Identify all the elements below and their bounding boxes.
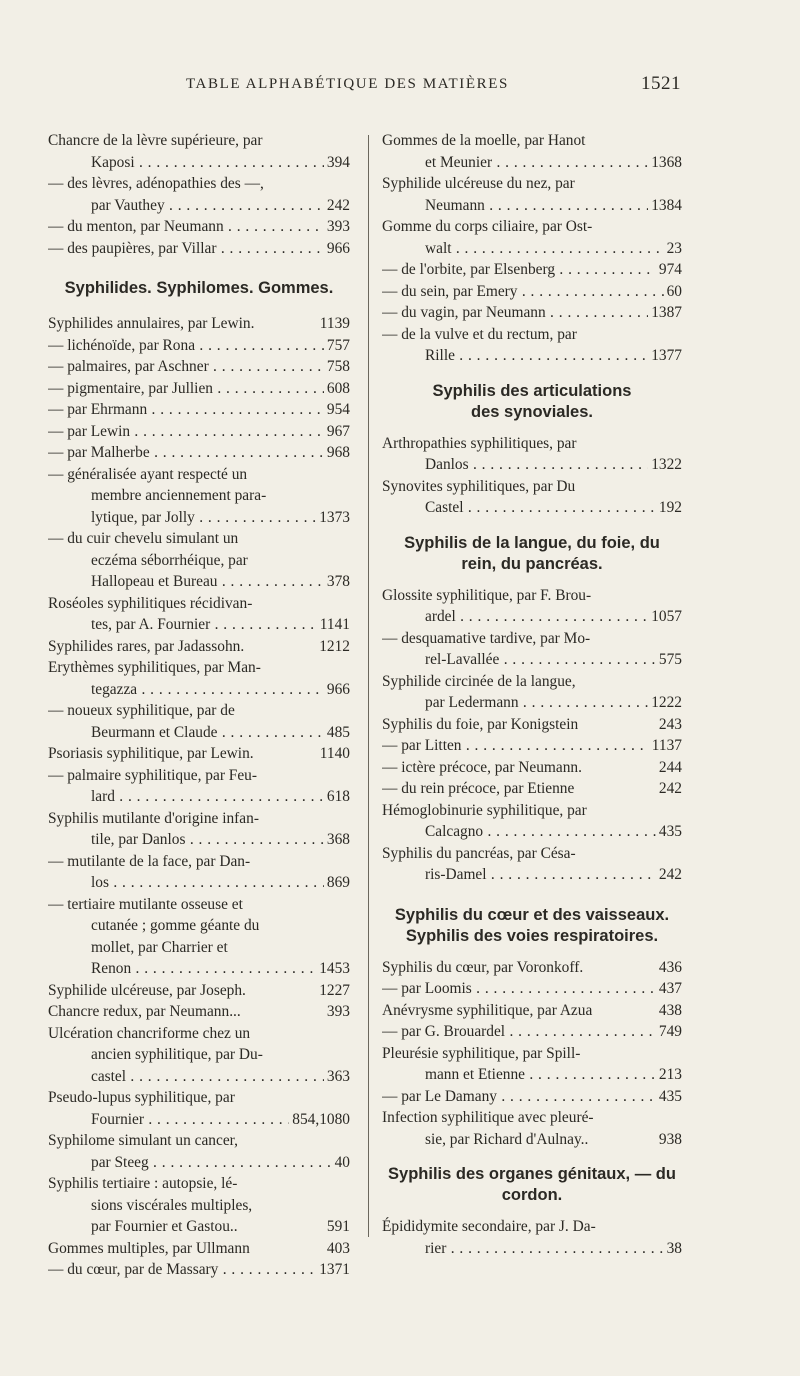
index-subentry bbox=[48, 1259, 350, 1281]
entry-text: Pseudo-lupus syphilitique, par bbox=[48, 1089, 235, 1106]
entry-page-number: 244 bbox=[656, 757, 682, 779]
index-entry bbox=[382, 1107, 682, 1129]
section-heading-line: Syphilis des voies respiratoires. bbox=[405, 926, 659, 945]
index-entry-continuation bbox=[382, 864, 682, 886]
entry-text: Beurmann et Claude . . . bbox=[91, 722, 350, 744]
index-entry bbox=[48, 657, 350, 679]
entry-text: — des paupières, par Villar . . . bbox=[48, 238, 350, 260]
index-entry bbox=[48, 743, 350, 765]
index-entry-continuation bbox=[48, 195, 350, 217]
entry-text: — tertiaire mutilante osseuse et bbox=[48, 895, 243, 913]
index-subentry bbox=[48, 851, 350, 873]
index-entry bbox=[48, 313, 350, 335]
index-entry-continuation bbox=[48, 1044, 350, 1066]
section-heading bbox=[382, 1164, 682, 1206]
entry-page-number: 938 bbox=[656, 1129, 682, 1151]
entry-text: — par Malherbe . . . bbox=[48, 442, 350, 464]
index-entry-continuation bbox=[48, 915, 350, 937]
entry-text: Syphilides annulaires, par Lewin. bbox=[48, 315, 255, 332]
index-subentry bbox=[48, 216, 350, 238]
index-subentry bbox=[48, 238, 350, 260]
entry-text: castel . . . bbox=[91, 1066, 350, 1088]
entry-page-number: 1371 bbox=[316, 1259, 350, 1281]
entry-page-number: 575 bbox=[656, 649, 682, 671]
entry-text: Danlos . . . bbox=[425, 454, 682, 476]
index-entry bbox=[382, 843, 682, 865]
index-entry bbox=[382, 1216, 682, 1238]
index-entry bbox=[382, 714, 682, 736]
index-entry bbox=[48, 1238, 350, 1260]
entry-page-number: 1212 bbox=[316, 636, 350, 658]
entry-text: Gommes de la moelle, par Hanot bbox=[382, 132, 586, 149]
entry-page-number: 1222 bbox=[648, 692, 682, 714]
index-entry-continuation bbox=[48, 507, 350, 529]
entry-text: Chancre redux, par Neumann... bbox=[48, 1003, 241, 1020]
entry-page-number: 242 bbox=[656, 778, 682, 800]
entry-text: lytique, par Jolly . . . bbox=[91, 507, 350, 529]
entry-text: membre anciennement para- bbox=[91, 487, 267, 504]
spacer bbox=[382, 519, 682, 533]
index-entry bbox=[382, 476, 682, 498]
page-number: 1521 bbox=[641, 73, 681, 94]
entry-text: Gomme du corps ciliaire, par Ost- bbox=[382, 218, 593, 235]
index-entry-continuation bbox=[48, 1152, 350, 1174]
index-subentry bbox=[382, 302, 682, 324]
index-entry-continuation bbox=[382, 821, 682, 843]
entry-text: — ictère précoce, par Neumann. bbox=[382, 758, 582, 776]
entry-text: Ulcération chancriforme chez un bbox=[48, 1024, 251, 1042]
index-entry bbox=[48, 808, 350, 830]
entry-page-number: 437 bbox=[656, 978, 682, 1000]
entry-page-number: 1057 bbox=[648, 606, 682, 628]
index-entry-continuation bbox=[48, 958, 350, 980]
entry-page-number: 393 bbox=[324, 216, 350, 238]
section-heading bbox=[382, 905, 682, 947]
index-subentry bbox=[48, 173, 350, 195]
entry-page-number: 1322 bbox=[648, 454, 682, 476]
entry-text: — lichénoïde, par Rona . . . bbox=[48, 335, 350, 357]
index-entry-continuation bbox=[382, 238, 682, 260]
entry-text: Chancre de la lèvre supérieure, par bbox=[48, 132, 263, 149]
entry-text: Syphilis du foie, par Konigstein bbox=[382, 715, 579, 733]
entry-text: Anévrysme syphilitique, par Azua bbox=[382, 1001, 593, 1019]
section-heading-line: cordon. bbox=[501, 1186, 563, 1204]
entry-page-number: 485 bbox=[324, 722, 350, 744]
entry-text: — noueux syphilitique, par de bbox=[48, 702, 235, 719]
entry-text: Renon . . . bbox=[91, 958, 350, 980]
left-column bbox=[48, 130, 350, 1281]
entry-text: Synovites syphilitiques, par Du bbox=[382, 477, 576, 495]
section-heading-line: rein, du pancréas. bbox=[461, 554, 603, 573]
entry-text: Gommes multiples, par Ullmann bbox=[48, 1239, 250, 1257]
index-entry-continuation bbox=[382, 497, 682, 519]
index-entry-continuation bbox=[48, 1066, 350, 1088]
entry-text: — du cœur, par de Massary . . . bbox=[48, 1259, 350, 1281]
index-entry bbox=[382, 1000, 682, 1022]
column-divider bbox=[368, 135, 369, 1237]
index-entry-continuation bbox=[382, 195, 682, 217]
entry-text: Infection syphilitique avec pleuré- bbox=[382, 1109, 594, 1126]
index-entry-continuation bbox=[382, 345, 682, 367]
index-subentry bbox=[48, 399, 350, 421]
index-entry-continuation bbox=[48, 571, 350, 593]
entry-text: Pleurésie syphilitique, par Spill- bbox=[382, 1044, 581, 1062]
index-entry-continuation bbox=[48, 937, 350, 959]
index-entry-continuation bbox=[48, 550, 350, 572]
index-subentry bbox=[48, 700, 350, 722]
entry-text: — de l'orbite, par Elsenberg . . . bbox=[382, 259, 682, 281]
spacer bbox=[382, 367, 682, 381]
entry-text: sie, par Richard d'Aulnay.. bbox=[425, 1130, 589, 1148]
entry-text: — mutilante de la face, par Dan- bbox=[48, 852, 251, 870]
entry-text: — du cuir chevelu simulant un bbox=[48, 530, 239, 547]
entry-text: los . . . bbox=[91, 872, 350, 894]
section-heading bbox=[382, 381, 682, 423]
index-entry-continuation bbox=[382, 1064, 682, 1086]
spacer bbox=[382, 423, 682, 433]
index-entry-continuation bbox=[382, 454, 682, 476]
index-entry-continuation bbox=[48, 1195, 350, 1217]
entry-text: — par Lewin . . . bbox=[48, 421, 350, 443]
index-subentry bbox=[48, 464, 350, 486]
index-entry-continuation bbox=[382, 1129, 682, 1151]
entry-text: — desquamative tardive, par Mo- bbox=[382, 629, 591, 647]
entry-page-number: 968 bbox=[324, 442, 350, 464]
index-subentry bbox=[382, 628, 682, 650]
entry-page-number: 1140 bbox=[317, 743, 350, 765]
entry-page-number: 213 bbox=[656, 1064, 682, 1086]
index-entry bbox=[382, 1043, 682, 1065]
index-entry-continuation bbox=[382, 606, 682, 628]
entry-text: Syphilis du pancréas, par Césa- bbox=[382, 844, 576, 862]
entry-page-number: 1141 bbox=[317, 614, 350, 636]
entry-text: ardel . . . bbox=[425, 606, 682, 628]
entry-page-number: 1137 bbox=[649, 735, 682, 757]
entry-page-number: 974 bbox=[656, 259, 682, 281]
index-subentry bbox=[48, 528, 350, 550]
entry-text: Syphilis mutilante d'origine infan- bbox=[48, 809, 259, 827]
entry-page-number: 758 bbox=[324, 356, 350, 378]
entry-text: Syphilide ulcéreuse du nez, par bbox=[382, 175, 575, 192]
entry-text: par Steeg . . . bbox=[91, 1152, 350, 1174]
index-subentry bbox=[382, 778, 682, 800]
entry-page-number: 394 bbox=[324, 152, 350, 174]
entry-page-number: 967 bbox=[324, 421, 350, 443]
entry-text: par Ledermann . . . bbox=[425, 692, 682, 714]
entry-text: — par Loomis . . . bbox=[382, 978, 682, 1000]
spacer bbox=[382, 1150, 682, 1164]
index-subentry bbox=[382, 1086, 682, 1108]
running-head-title: TABLE ALPHABÉTIQUE DES MATIÈRES bbox=[186, 76, 509, 92]
index-entry bbox=[48, 130, 350, 152]
entry-text: — du menton, par Neumann . . . bbox=[48, 216, 350, 238]
section-heading-line: Syphilis des organes génitaux, — du bbox=[388, 1165, 676, 1183]
entry-text: Syphilome simulant un cancer, bbox=[48, 1132, 239, 1149]
entry-text: Syphilis tertiaire : autopsie, lé- bbox=[48, 1175, 238, 1192]
entry-text: Neumann . . . bbox=[425, 195, 682, 217]
entry-page-number: 966 bbox=[324, 238, 350, 260]
entry-text: — généralisée ayant respecté un bbox=[48, 465, 248, 483]
entry-page-number: 1139 bbox=[317, 313, 350, 335]
index-entry-continuation bbox=[48, 829, 350, 851]
entry-text: Syphilide circinée de la langue, bbox=[382, 672, 576, 690]
index-entry-continuation bbox=[48, 722, 350, 744]
index-subentry bbox=[48, 356, 350, 378]
entry-text: tegazza . . . bbox=[91, 679, 350, 701]
entry-text: — de la vulve et du rectum, par bbox=[382, 325, 577, 343]
index-entry bbox=[48, 1087, 350, 1109]
entry-page-number: 368 bbox=[324, 829, 350, 851]
entry-page-number: 242 bbox=[656, 864, 682, 886]
entry-text: rier . . . bbox=[425, 1238, 682, 1260]
entry-page-number: 1227 bbox=[316, 980, 350, 1002]
entry-page-number: 60 bbox=[664, 281, 682, 303]
entry-text: Syphilide ulcéreuse, par Joseph. bbox=[48, 981, 246, 999]
entry-page-number: 608 bbox=[324, 378, 350, 400]
index-subentry bbox=[382, 259, 682, 281]
entry-text: rel-Lavallée . . . bbox=[425, 649, 682, 671]
index-entry bbox=[48, 1173, 350, 1195]
index-subentry bbox=[48, 335, 350, 357]
index-entry-continuation bbox=[48, 1109, 350, 1131]
entry-text: sions viscérales multiples, bbox=[91, 1196, 253, 1214]
running-head bbox=[0, 73, 800, 100]
entry-text: — par Ehrmann . . . bbox=[48, 399, 350, 421]
spacer bbox=[382, 947, 682, 957]
entry-text: — par Le Damany . . . bbox=[382, 1086, 682, 1108]
entry-text: tes, par A. Fournier . . . bbox=[91, 614, 350, 636]
entry-text: — par G. Brouardel . . . bbox=[382, 1021, 682, 1043]
entry-page-number: 854,1080 bbox=[289, 1109, 350, 1131]
entry-page-number: 192 bbox=[656, 497, 682, 519]
index-entry bbox=[48, 1023, 350, 1045]
entry-text: Calcagno . . . bbox=[425, 821, 682, 843]
spacer bbox=[382, 575, 682, 585]
index-entry bbox=[48, 980, 350, 1002]
index-entry bbox=[382, 800, 682, 822]
entry-page-number: 954 bbox=[324, 399, 350, 421]
index-subentry bbox=[382, 1021, 682, 1043]
right-column bbox=[382, 130, 682, 1259]
entry-text: Syphilides rares, par Jadassohn. bbox=[48, 637, 245, 655]
index-entry bbox=[48, 636, 350, 658]
entry-page-number: 242 bbox=[324, 195, 350, 217]
index-subentry bbox=[382, 978, 682, 1000]
index-entry bbox=[48, 1001, 350, 1023]
index-entry-continuation bbox=[48, 679, 350, 701]
index-entry bbox=[48, 593, 350, 615]
entry-text: lard . . . bbox=[91, 786, 350, 808]
entry-text: Psoriasis syphilitique, par Lewin. bbox=[48, 745, 254, 762]
entry-text: — du vagin, par Neumann . . . bbox=[382, 302, 682, 324]
entry-text: Fournier . . . bbox=[91, 1109, 350, 1131]
spacer bbox=[382, 1206, 682, 1216]
entry-text: Kaposi . . . bbox=[91, 152, 350, 174]
entry-page-number: 749 bbox=[656, 1021, 682, 1043]
entry-text: — du rein précoce, par Etienne bbox=[382, 780, 575, 797]
index-subentry bbox=[48, 894, 350, 916]
spacer bbox=[382, 886, 682, 905]
index-subentry bbox=[48, 421, 350, 443]
index-subentry bbox=[382, 757, 682, 779]
entry-text: ancien syphilitique, par Du- bbox=[91, 1046, 263, 1063]
entry-text: Erythèmes syphilitiques, par Man- bbox=[48, 659, 261, 676]
section-heading-line: Syphilis de la langue, du foie, du bbox=[404, 533, 660, 552]
index-entry bbox=[382, 216, 682, 238]
entry-text: Glossite syphilitique, par F. Brou- bbox=[382, 586, 592, 604]
index-entry-continuation bbox=[48, 485, 350, 507]
entry-text: walt . . . bbox=[425, 238, 682, 260]
entry-text: Épididymite secondaire, par J. Da- bbox=[382, 1218, 596, 1235]
entry-text: Rille . . . bbox=[425, 345, 682, 367]
entry-text: — palmaire syphilitique, par Feu- bbox=[48, 766, 258, 784]
entry-text: — des lèvres, adénopathies des —, bbox=[48, 175, 264, 192]
index-entry bbox=[382, 671, 682, 693]
entry-page-number: 1387 bbox=[648, 302, 682, 324]
index-entry bbox=[382, 433, 682, 455]
index-subentry bbox=[48, 442, 350, 464]
index-subentry bbox=[382, 735, 682, 757]
index-entry-continuation bbox=[382, 1238, 682, 1260]
entry-text: mann et Etienne . . . bbox=[425, 1064, 682, 1086]
entry-text: Hémoglobinurie syphilitique, par bbox=[382, 801, 587, 819]
entry-text: cutanée ; gomme géante du bbox=[91, 917, 260, 934]
entry-page-number: 435 bbox=[656, 1086, 682, 1108]
index-entry-continuation bbox=[382, 692, 682, 714]
entry-page-number: 436 bbox=[656, 957, 682, 979]
entry-page-number: 591 bbox=[324, 1216, 350, 1238]
entry-text: eczéma séborrhéique, par bbox=[91, 551, 248, 569]
entry-text: — palmaires, par Aschner . . . bbox=[48, 356, 350, 378]
entry-page-number: 363 bbox=[324, 1066, 350, 1088]
entry-page-number: 403 bbox=[324, 1238, 350, 1260]
section-heading-line: Syphilis des articulations bbox=[432, 381, 632, 400]
entry-page-number: 966 bbox=[324, 679, 350, 701]
section-heading-line: Syphilis du cœur et des vaisseaux. bbox=[394, 905, 670, 924]
entry-text: par Vauthey . . . bbox=[91, 195, 350, 217]
section-heading bbox=[382, 533, 682, 575]
spacer bbox=[48, 299, 350, 313]
entry-text: par Fournier et Gastou.. bbox=[91, 1218, 238, 1235]
entry-page-number: 1453 bbox=[316, 958, 350, 980]
index-subentry bbox=[382, 281, 682, 303]
entry-text: et Meunier . . . bbox=[425, 152, 682, 174]
entry-text: Roséoles syphilitiques récidivan- bbox=[48, 594, 253, 612]
entry-text: Castel . . . bbox=[425, 497, 682, 519]
entry-page-number: 23 bbox=[664, 238, 682, 260]
entry-page-number: 1373 bbox=[316, 507, 350, 529]
index-entry bbox=[382, 173, 682, 195]
entry-page-number: 38 bbox=[664, 1238, 682, 1260]
index-entry bbox=[48, 1130, 350, 1152]
entry-text: Syphilis du cœur, par Voronkoff. bbox=[382, 958, 584, 976]
section-heading-line: Syphilides. Syphilomes. Gommes. bbox=[64, 279, 334, 297]
entry-page-number: 393 bbox=[324, 1001, 350, 1023]
index-entry-continuation bbox=[48, 152, 350, 174]
entry-page-number: 869 bbox=[324, 872, 350, 894]
index-subentry bbox=[382, 324, 682, 346]
entry-page-number: 1368 bbox=[648, 152, 682, 174]
index-entry-continuation bbox=[48, 872, 350, 894]
entry-page-number: 618 bbox=[324, 786, 350, 808]
entry-page-number: 1384 bbox=[648, 195, 682, 217]
index-entry-continuation bbox=[48, 1216, 350, 1238]
entry-text: ris-Damel . . . bbox=[425, 864, 682, 886]
index-entry-continuation bbox=[382, 649, 682, 671]
entry-page-number: 757 bbox=[324, 335, 350, 357]
index-entry bbox=[382, 957, 682, 979]
entry-page-number: 435 bbox=[656, 821, 682, 843]
entry-page-number: 243 bbox=[656, 714, 682, 736]
entry-page-number: 438 bbox=[656, 1000, 682, 1022]
index-entry-continuation bbox=[48, 614, 350, 636]
index-subentry bbox=[48, 765, 350, 787]
entry-text: — du sein, par Emery . . . bbox=[382, 281, 682, 303]
index-entry-continuation bbox=[382, 152, 682, 174]
index-entry-continuation bbox=[48, 786, 350, 808]
entry-text: — pigmentaire, par Jullien . . . bbox=[48, 378, 350, 400]
entry-text: Hallopeau et Bureau . . . bbox=[91, 571, 350, 593]
section-heading bbox=[48, 278, 350, 299]
section-heading-line: des synoviales. bbox=[471, 402, 593, 421]
entry-text: mollet, par Charrier et bbox=[91, 938, 228, 956]
entry-text: — par Litten . . . bbox=[382, 735, 682, 757]
entry-text: tile, par Danlos . . . bbox=[91, 829, 350, 851]
entry-page-number: 40 bbox=[332, 1152, 350, 1174]
entry-page-number: 1377 bbox=[648, 345, 682, 367]
spacer bbox=[48, 259, 350, 278]
index-subentry bbox=[48, 378, 350, 400]
index-entry bbox=[382, 585, 682, 607]
entry-page-number: 378 bbox=[324, 571, 350, 593]
index-entry bbox=[382, 130, 682, 152]
entry-text: Arthropathies syphilitiques, par bbox=[382, 434, 577, 452]
